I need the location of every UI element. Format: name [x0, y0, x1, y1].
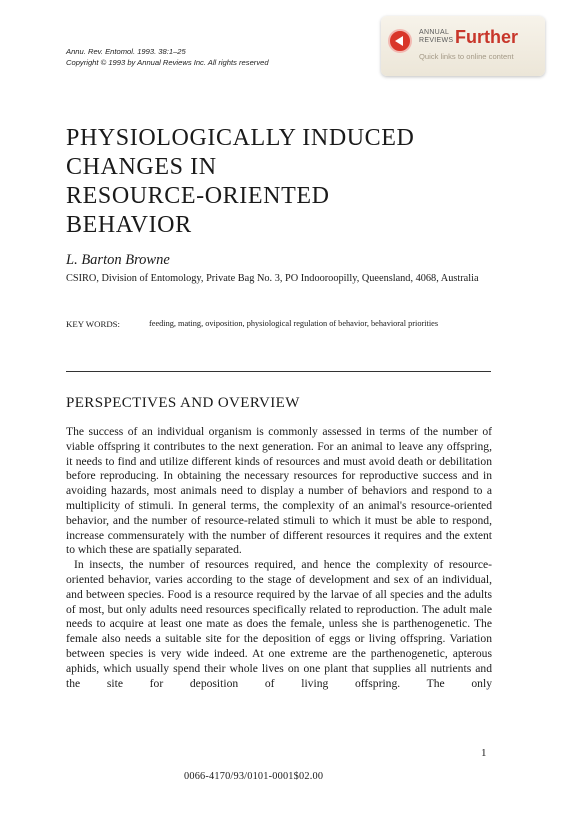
page-number: 1	[481, 747, 487, 759]
keywords-text: feeding, mating, oviposition, physiological regulation of behavior, behavioral priorities	[149, 319, 439, 328]
badge-tagline: Quick links to online content	[419, 52, 514, 61]
article-body	[66, 425, 492, 691]
footer-code: 0066-4170/93/0101-0001$02.00	[184, 771, 324, 782]
title-line: BEHAVIOR	[66, 212, 192, 238]
paragraph-text: The success of an individual organism is commonly assessed in terms of the number of viable offspring it contributes to the next generation. For an animal to leave any offspring, it needs to find and utilize different kinds of resources and must avoid death or debilitation before reproducing. In obtaining the necessary resources for reproductive success and in avoiding hazards, most animals need to display a number of behaviors and respond to a multiplicity of stimuli. In general terms, the complexity of an animal's resource-oriented behavior, and the number of resource-related stimuli to which it must be able to respond, increase commensurately with the number of different resources it requires and the extent to which these are spatially separated.	[66, 425, 492, 557]
author-affiliation: CSIRO, Division of Entomology, Private Bag No. 3, PO Indooroopilly, Queensland, 4068, Australia	[66, 273, 479, 284]
article-title	[66, 124, 415, 240]
journal-citation-block	[66, 46, 269, 68]
paragraph	[66, 425, 492, 558]
paragraph-text: In insects, the number of resources required, and hence the complexity of resource-oriented behavior, varies according to the stage of development and sex of an individual, and between species. Food is a resource required by the larvae of all species and the adults of most, but only adults need resources specifically related to reproduction. The adult male needs to acquire at least one mate as does the female, unless she is parthenogenetic. The female also needs a suitable site for the deposition of eggs or living offspring. Variation between species is very wide indeed. At one extreme are the parthenogenetic, apterous aphids, which usually spend their whole lives on one plant that supplies all nutrients and the site for deposition of living offspring. The only	[66, 558, 492, 690]
author-name: L. Barton Browne	[66, 252, 170, 268]
section-heading: PERSPECTIVES AND OVERVIEW	[66, 395, 300, 411]
keywords-label: KEY WORDS:	[66, 319, 121, 329]
keywords-block	[66, 318, 496, 330]
paragraph	[66, 558, 492, 691]
further-links-badge[interactable]	[381, 16, 545, 76]
title-line: RESOURCE-ORIENTED	[66, 183, 330, 209]
journal-citation: Annu. Rev. Entomol. 1993. 38:1–25	[66, 47, 186, 56]
title-line: PHYSIOLOGICALLY INDUCED	[66, 125, 415, 151]
copyright-notice: Copyright © 1993 by Annual Reviews Inc. All rights reserved	[66, 58, 269, 67]
play-back-icon	[388, 29, 412, 53]
section-divider	[66, 371, 491, 372]
title-line: CHANGES IN	[66, 154, 217, 180]
badge-publisher: ANNUAL REVIEWS	[419, 29, 454, 44]
badge-brand: Further	[455, 27, 518, 47]
